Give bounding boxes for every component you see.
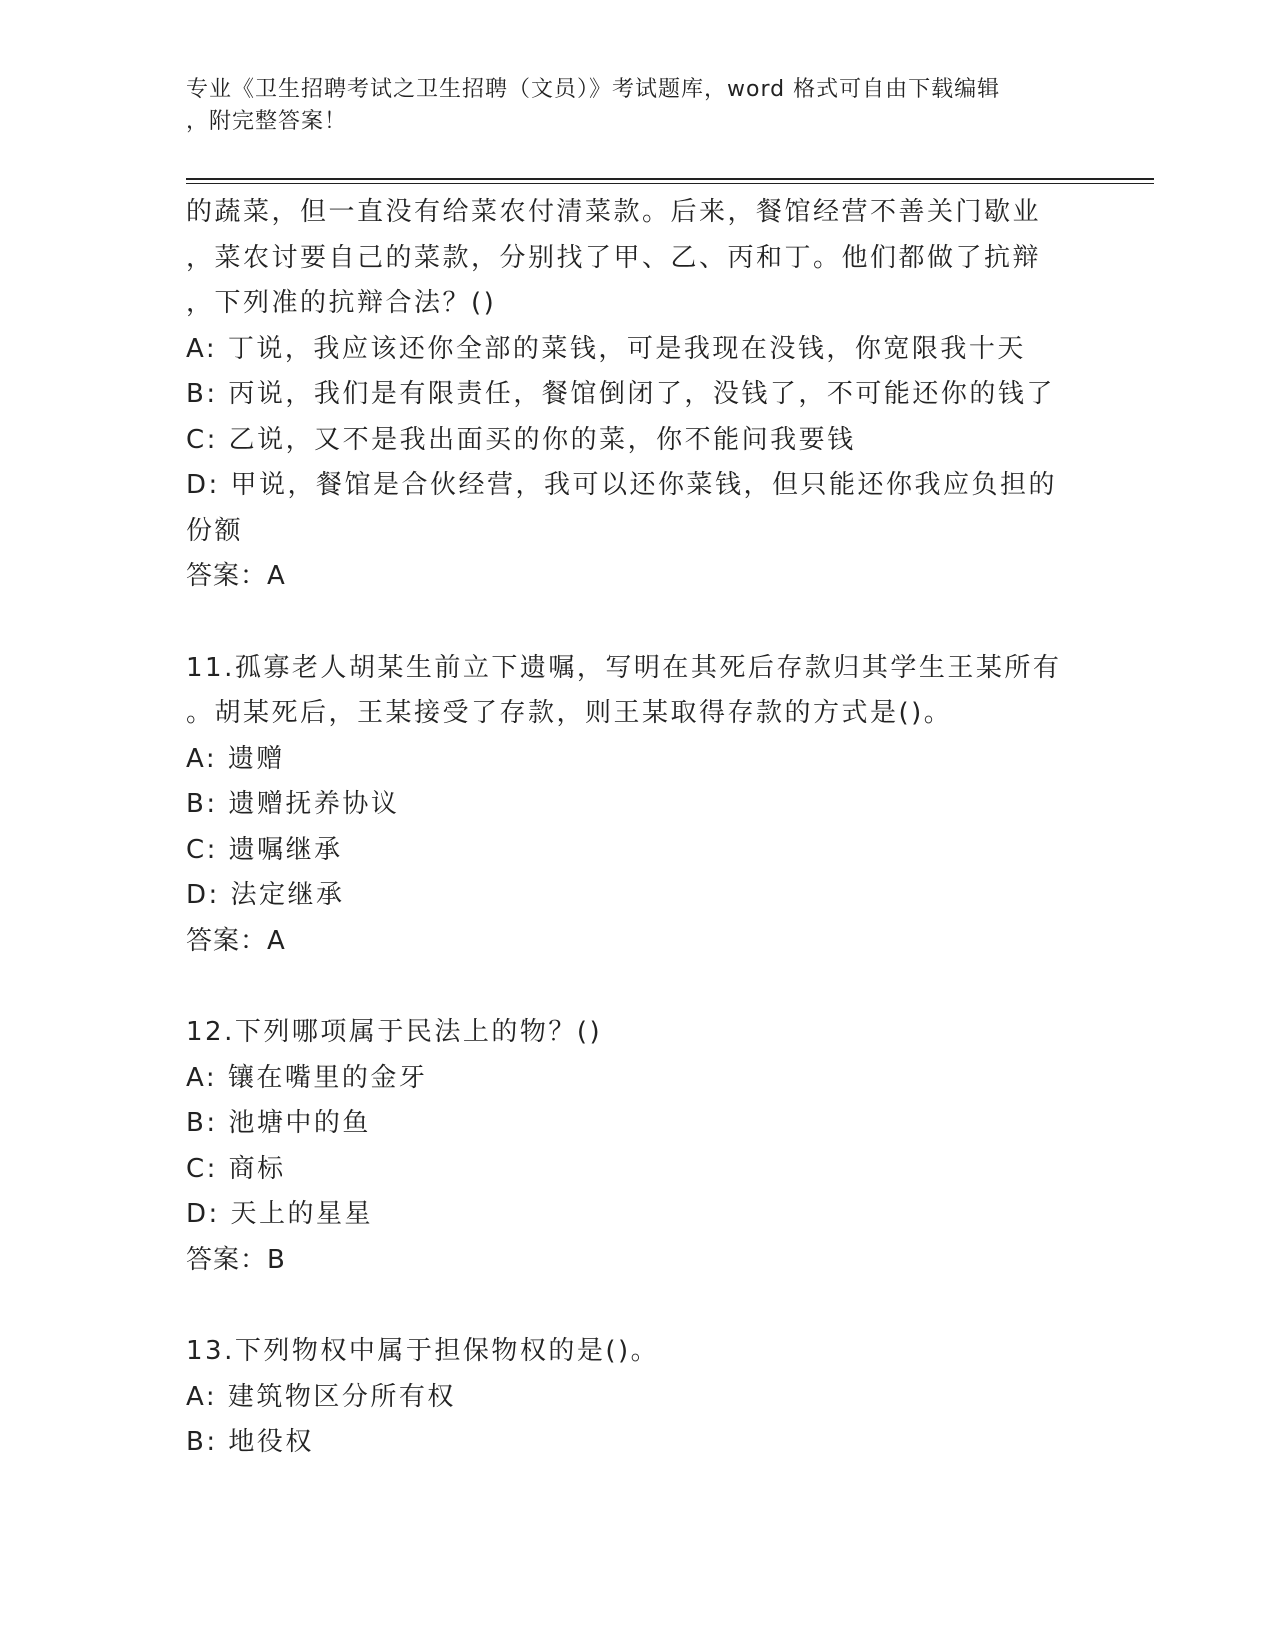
- question-10: [186, 190, 1086, 600]
- question-stem-line: 11.孤寡老人胡某生前立下遗嘱，写明在其死后存款归其学生王某所有: [186, 652, 1062, 683]
- option-a: A: 遗赠: [186, 743, 285, 774]
- header-divider-thin: [186, 183, 1154, 184]
- option-a: A: 镶在嘴里的金牙: [186, 1062, 428, 1093]
- option-d: D: 法定继承: [186, 880, 345, 910]
- option-b: B: 池塘中的鱼: [186, 1108, 371, 1138]
- option-b: B: 遗赠抚养协议: [186, 789, 400, 819]
- option-c: C: 商标: [186, 1153, 286, 1184]
- question-spacer: [186, 1283, 1086, 1329]
- header-title-line-1: 专业《卫生招聘考试之卫生招聘（文员）》考试题库，word 格式可自由下载编辑: [186, 77, 1001, 102]
- answer-line: 答案：B: [186, 1244, 286, 1275]
- answer-line: 答案：A: [186, 925, 286, 956]
- option-b: B: 地役权: [186, 1427, 314, 1457]
- question-spacer: [186, 600, 1086, 646]
- question-12: [186, 1010, 1086, 1283]
- question-stem-line: 。胡某死后，王某接受了存款，则王某取得存款的方式是()。: [186, 698, 953, 728]
- option-d: D: 甲说，餐馆是合伙经营，我可以还你菜钱，但只能还你我应负担的: [186, 470, 1058, 500]
- header-divider-thick: [186, 178, 1154, 180]
- option-c: C: 遗嘱继承: [186, 834, 343, 865]
- question-spacer: [186, 964, 1086, 1010]
- option-a: A: 建筑物区分所有权: [186, 1381, 456, 1412]
- question-stem-line: ，下列准的抗辩合法？(): [186, 288, 497, 318]
- question-stem-line: 的蔬菜，但一直没有给菜农付清菜款。后来，餐馆经营不善关门歇业: [186, 197, 1042, 227]
- option-d-continued: 份额: [186, 515, 244, 546]
- question-stem-line: 12.下列哪项属于民法上的物？(): [186, 1017, 603, 1047]
- document-body: [186, 190, 1086, 1466]
- page-header: [186, 74, 1076, 138]
- option-c: C: 乙说，又不是我出面买的你的菜，你不能问我要钱: [186, 424, 856, 455]
- question-stem-line: ，菜农讨要自己的菜款，分别找了甲、乙、丙和丁。他们都做了抗辩: [186, 242, 1042, 273]
- header-title-line-2: ，附完整答案！: [186, 109, 348, 134]
- option-d: D: 天上的星星: [186, 1199, 374, 1229]
- option-a: A: 丁说，我应该还你全部的菜钱，可是我现在没钱，你宽限我十天: [186, 333, 1026, 364]
- answer-line: 答案：A: [186, 561, 286, 591]
- question-13: [186, 1329, 1086, 1466]
- option-b: B: 丙说，我们是有限责任，餐馆倒闭了，没钱了，不可能还你的钱了: [186, 379, 1055, 409]
- question-11: [186, 646, 1086, 965]
- question-stem-line: 13.下列物权中属于担保物权的是()。: [186, 1336, 660, 1366]
